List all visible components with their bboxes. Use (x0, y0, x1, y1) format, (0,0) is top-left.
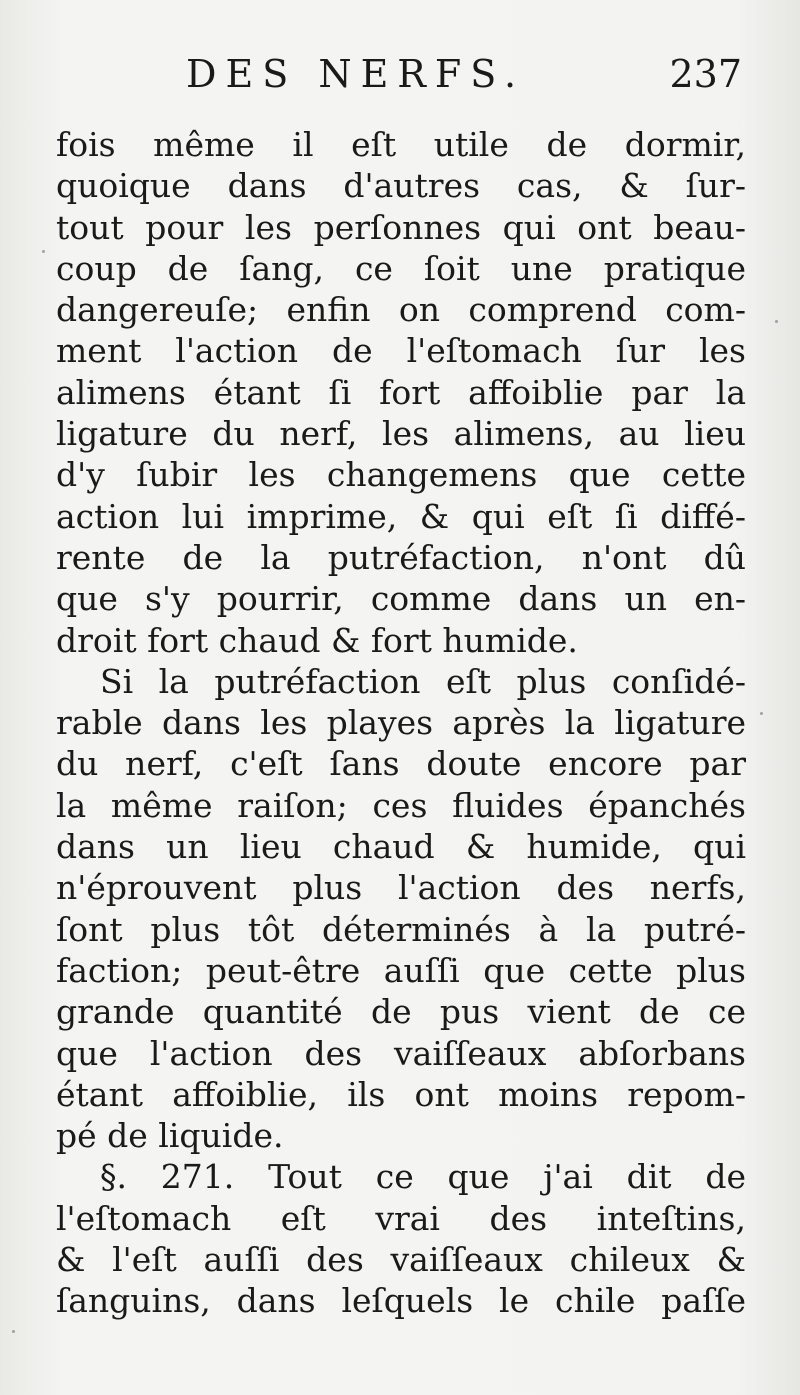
text-line: étant affoiblie, ils ont moins repom- (56, 1074, 746, 1114)
text-line: pé de liquide. (56, 1116, 284, 1156)
text-line: d'y ſubir les changemens que cette (56, 455, 746, 495)
paper-speck (12, 1330, 15, 1333)
page-number: 237 (669, 52, 742, 96)
text-line: tout pour les perſonnes qui ont beau- (56, 207, 746, 247)
text-line: dans un lieu chaud & humide, qui (56, 827, 746, 867)
text-line: rente de la putréfaction, n'ont dû (56, 537, 746, 577)
text-line: fois même il eſt utile de dormir, (56, 125, 746, 164)
text-line: coup de ſang, ce ſoit une pratique (56, 248, 746, 288)
text-line: Si la putréfaction eſt plus conſidé- (100, 661, 746, 701)
paper-speck (760, 712, 763, 715)
text-line: du nerf, c'eſt ſans doute encore par (56, 744, 746, 784)
text-line: dangereuſe; enfin on comprend com- (56, 290, 746, 330)
text-line: que l'action des vaiſſeaux abſorbans (56, 1033, 746, 1073)
text-line: rable dans les playes après la ligature (56, 703, 746, 743)
text-line: la même raiſon; ces fluides épanchés (56, 785, 746, 825)
text-line: §. 271. Tout ce que j'ai dit de (100, 1157, 746, 1197)
text-line: ment l'action de l'eſtomach ſur les (56, 331, 746, 371)
text-line: & l'eſt auſſi des vaiſſeaux chileux & (56, 1240, 746, 1280)
running-head: DES NERFS. (186, 52, 526, 96)
text-line: action lui imprime, & qui eſt ſi diffé- (56, 496, 746, 536)
text-line: grande quantité de pus vient de ce (56, 992, 746, 1032)
paper-speck (42, 250, 45, 253)
text-line: l'eſtomach eſt vrai des inteſtins, (56, 1198, 746, 1238)
text-line: ligature du nerf, les alimens, au lieu (56, 414, 746, 454)
text-line: ſanguins, dans leſquels le chile paſſe (56, 1281, 746, 1321)
body-text (56, 124, 746, 1322)
page-header (0, 52, 800, 102)
text-line: que s'y pourrir, comme dans un en- (56, 579, 746, 619)
text-line: ſont plus tôt déterminés à la putré- (56, 909, 746, 949)
text-line: alimens étant ſi fort affoiblie par la (56, 372, 746, 412)
paper-speck (775, 320, 778, 323)
text-line: droit fort chaud & fort humide. (56, 620, 578, 660)
text-line: n'éprouvent plus l'action des nerfs, (56, 868, 746, 908)
text-line: quoique dans d'autres cas, & ſur- (56, 166, 746, 206)
text-line: faction; peut-être auſſi que cette plus (56, 950, 746, 990)
